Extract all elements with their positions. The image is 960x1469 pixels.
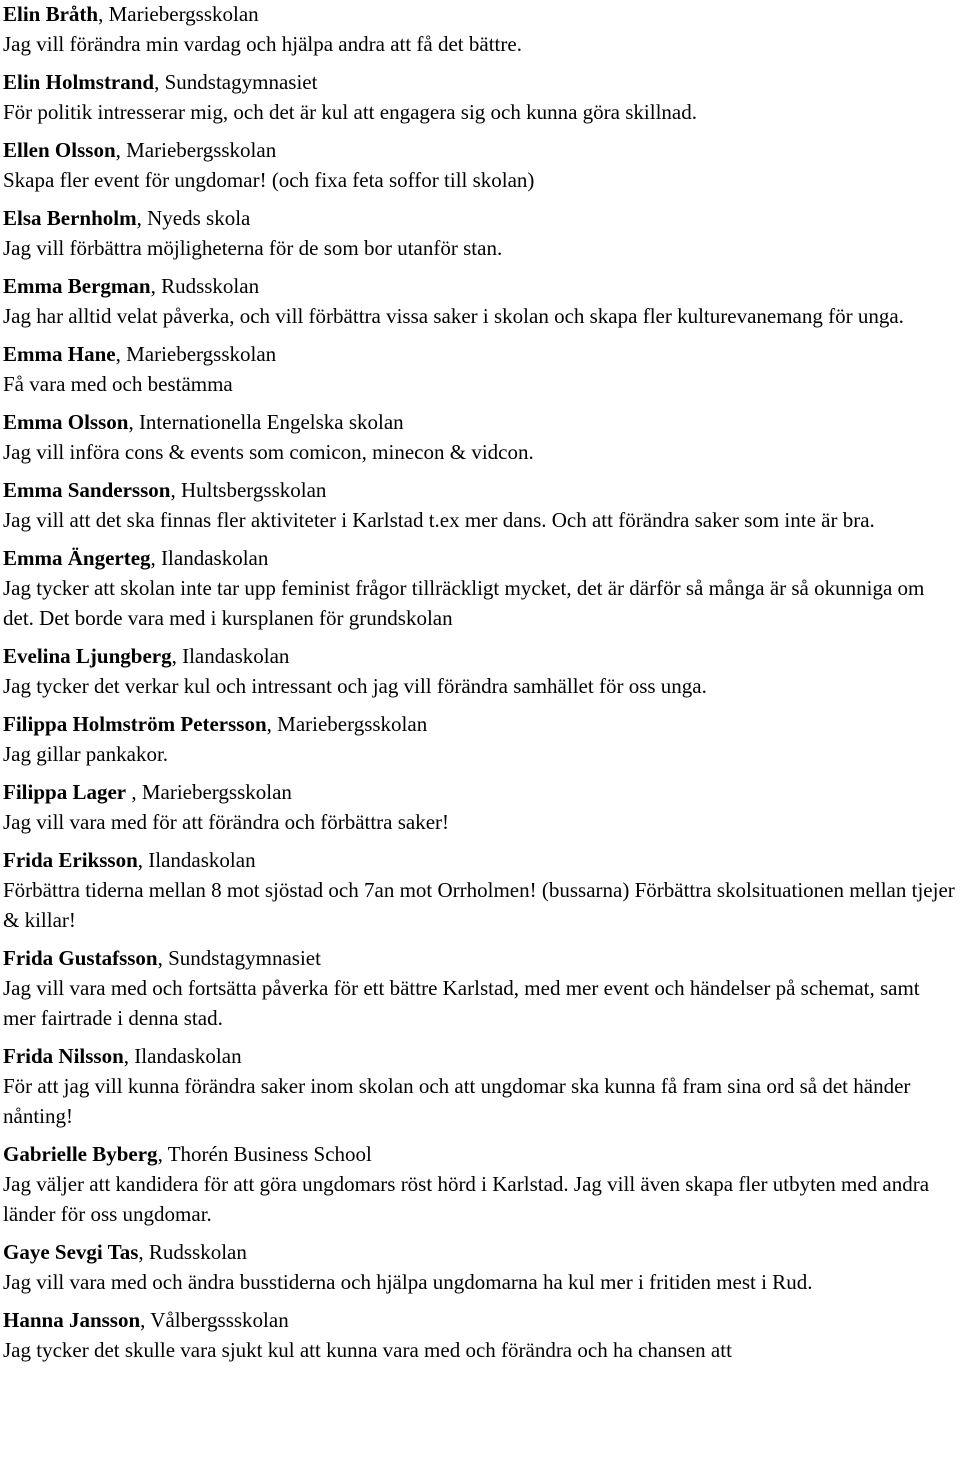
candidate-entry	[3, 407, 955, 467]
candidate-statement: Jag vill vara med och fortsätta påverka för ett bättre Karlstad, med mer event och händelser på schemat, samt mer fairtrade i denna stad.	[3, 976, 920, 1030]
candidate-school: Mariebergsskolan	[126, 342, 277, 366]
candidate-heading	[3, 203, 955, 233]
name-separator: ,	[115, 138, 127, 162]
name-separator: ,	[157, 946, 169, 970]
candidate-entry	[3, 543, 955, 633]
candidate-heading	[3, 543, 955, 573]
name-separator: ,	[157, 1142, 168, 1166]
candidate-school: Sundstagymnasiet	[164, 70, 318, 94]
candidate-heading	[3, 339, 955, 369]
candidate-school: Mariebergsskolan	[141, 780, 292, 804]
document-page	[3, 0, 955, 1373]
candidate-name: Elin Bråth	[3, 2, 99, 26]
candidate-entry	[3, 203, 955, 263]
candidate-heading	[3, 407, 955, 437]
name-separator: ,	[140, 1308, 151, 1332]
candidate-entry	[3, 943, 955, 1033]
name-separator: ,	[266, 712, 278, 736]
candidate-heading	[3, 475, 955, 505]
candidate-statement: Få vara med och bestämma	[3, 372, 233, 396]
candidate-school: Ilandaskolan	[161, 546, 269, 570]
candidate-heading	[3, 1041, 955, 1071]
candidate-school: Rudsskolan	[161, 274, 260, 298]
candidate-statement: Jag vill förändra min vardag och hjälpa andra att få det bättre.	[3, 32, 522, 56]
candidate-entry	[3, 271, 955, 331]
candidate-heading	[3, 777, 955, 807]
candidate-statement: Jag gillar pankakor.	[3, 742, 169, 766]
candidate-statement: För politik intresserar mig, och det är kul att engagera sig och kunna göra skillnad.	[3, 100, 697, 124]
candidate-entry	[3, 777, 955, 837]
candidate-entry	[3, 1041, 955, 1131]
candidate-heading	[3, 709, 955, 739]
candidate-name: Ellen Olsson	[3, 138, 116, 162]
candidate-name: Gaye Sevgi Tas	[3, 1240, 139, 1264]
candidate-school: Mariebergsskolan	[126, 138, 277, 162]
candidate-statement: Jag väljer att kandidera för att göra ungdomars röst hörd i Karlstad. Jag vill även skapa fler utbyten med andra länder för oss ungdomar.	[3, 1172, 930, 1226]
candidate-heading	[3, 943, 955, 973]
name-separator: ,	[136, 206, 148, 230]
candidate-statement: Jag vill vara med och ändra busstiderna och hjälpa ungdomarna ha kul mer i fritiden mest i Rud.	[3, 1270, 813, 1294]
candidate-heading	[3, 271, 955, 301]
candidate-entry	[3, 1305, 955, 1365]
candidate-name: Hanna Jansson	[3, 1308, 141, 1332]
candidate-statement: Jag har alltid velat påverka, och vill förbättra vissa saker i skolan och skapa fler kulturevanemang för unga.	[3, 304, 904, 328]
name-separator: ,	[170, 478, 181, 502]
candidate-statement: Jag tycker det skulle vara sjukt kul att kunna vara med och förändra och ha chansen att	[3, 1338, 732, 1362]
candidate-statement: Jag vill att det ska finnas fler aktiviteter i Karlstad t.ex mer dans. Och att förändra saker som inte är bra.	[3, 508, 875, 532]
name-separator: ,	[137, 848, 149, 872]
candidate-school: Thorén Business School	[167, 1142, 372, 1166]
candidate-statement: Förbättra tiderna mellan 8 mot sjöstad och 7an mot Orrholmen! (bussarna) Förbättra skolsituationen mellan tjejer & killar!	[3, 878, 955, 932]
candidate-statement: För att jag vill kunna förändra saker inom skolan och att ungdomar ska kunna få fram sina ord så det händer nånting!	[3, 1074, 911, 1128]
candidate-statement: Jag vill vara med för att förändra och förbättra saker!	[3, 810, 450, 834]
candidate-school: Ilandaskolan	[182, 644, 290, 668]
candidate-name: Emma Bergman	[3, 274, 151, 298]
candidate-entry	[3, 135, 955, 195]
candidate-school: Sundstagymnasiet	[168, 946, 321, 970]
candidate-name: Emma Ängerteg	[3, 546, 151, 570]
name-separator: ,	[138, 1240, 149, 1264]
candidate-heading	[3, 135, 955, 165]
candidate-school: Nyeds skola	[147, 206, 251, 230]
candidate-entry	[3, 1237, 955, 1297]
name-separator: ,	[150, 546, 162, 570]
candidate-heading	[3, 0, 955, 29]
candidate-heading	[3, 1237, 955, 1267]
candidate-heading	[3, 67, 955, 97]
candidate-school: Mariebergsskolan	[277, 712, 428, 736]
candidate-statement: Jag tycker att skolan inte tar upp feminist frågor tillräckligt mycket, det är därför så många är så okunniga om det. Det borde vara med i kursplanen för grundskolan	[3, 576, 925, 630]
candidate-name: Frida Eriksson	[3, 848, 138, 872]
name-separator: ,	[126, 780, 142, 804]
candidate-name: Filippa Holmström Petersson	[3, 712, 267, 736]
candidate-heading	[3, 845, 955, 875]
name-separator: ,	[98, 2, 109, 26]
candidate-school: Rudsskolan	[148, 1240, 247, 1264]
candidate-name: Emma Sandersson	[3, 478, 171, 502]
candidate-school: Mariebergsskolan	[108, 2, 259, 26]
name-separator: ,	[115, 342, 127, 366]
candidate-entry	[3, 475, 955, 535]
name-separator: ,	[150, 274, 162, 298]
candidate-name: Frida Nilsson	[3, 1044, 124, 1068]
name-separator: ,	[171, 644, 183, 668]
name-separator: ,	[128, 410, 139, 434]
candidate-statement: Jag tycker det verkar kul och intressant och jag vill förändra samhället för oss unga.	[3, 674, 707, 698]
name-separator: ,	[154, 70, 165, 94]
candidate-entry	[3, 845, 955, 935]
candidate-name: Gabrielle Byberg	[3, 1142, 158, 1166]
candidate-school: Hultsbergsskolan	[180, 478, 327, 502]
candidate-entry	[3, 1139, 955, 1229]
candidate-name: Frida Gustafsson	[3, 946, 158, 970]
candidate-school: Internationella Engelska skolan	[138, 410, 404, 434]
candidate-entry	[3, 641, 955, 701]
candidate-heading	[3, 1139, 955, 1169]
candidate-name: Elin Holmstrand	[3, 70, 155, 94]
candidate-name: Filippa Lager	[3, 780, 127, 804]
candidate-school: Vålbergssskolan	[150, 1308, 289, 1332]
candidate-name: Emma Olsson	[3, 410, 129, 434]
candidate-entry	[3, 67, 955, 127]
candidate-entry	[3, 709, 955, 769]
candidate-name: Emma Hane	[3, 342, 116, 366]
candidate-name: Elsa Bernholm	[3, 206, 137, 230]
candidate-heading	[3, 1305, 955, 1335]
candidate-school: Ilandaskolan	[134, 1044, 242, 1068]
candidate-entry	[3, 339, 955, 399]
candidate-entry	[3, 0, 955, 59]
candidate-statement: Jag vill förbättra möjligheterna för de som bor utanför stan.	[3, 236, 503, 260]
candidate-school: Ilandaskolan	[148, 848, 256, 872]
name-separator: ,	[123, 1044, 135, 1068]
candidate-heading	[3, 641, 955, 671]
candidate-name: Evelina Ljungberg	[3, 644, 172, 668]
candidate-statement: Jag vill införa cons & events som comicon, minecon & vidcon.	[3, 440, 534, 464]
candidate-statement: Skapa fler event för ungdomar! (och fixa feta soffor till skolan)	[3, 168, 535, 192]
